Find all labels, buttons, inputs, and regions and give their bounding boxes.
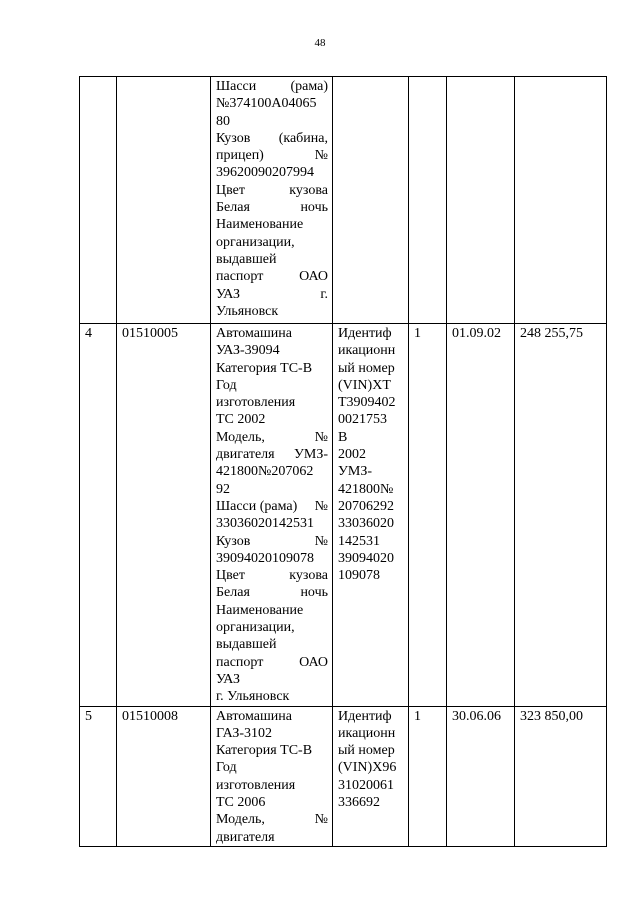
table-row [80, 706, 607, 846]
cell-sum-text: 248 255,75 [520, 326, 583, 341]
description-line [216, 567, 328, 584]
description-word: Белая [216, 585, 250, 601]
cell-date-text: 30.06.06 [452, 708, 501, 724]
description-line: Ульяновск [216, 303, 279, 319]
description-line: организации, [216, 234, 295, 250]
description-line [216, 498, 328, 515]
description-line [216, 268, 328, 285]
asset-registry-table [79, 76, 607, 847]
description-word: № [314, 812, 328, 828]
description-line: 39094020109078 [216, 550, 314, 566]
cell-date [447, 324, 515, 707]
identification-line: икационн [338, 343, 396, 359]
description-line: УАЗ [216, 671, 241, 687]
description-line: УАЗ-39094 [216, 343, 280, 359]
identification-line: 2002 [338, 447, 366, 463]
identification-line: (VIN)X96 [338, 760, 397, 776]
cell-sum-text: 323 850,00 [520, 708, 583, 724]
description-word: Белая [216, 200, 250, 216]
description-word: Кузов [216, 130, 251, 146]
description-line: 39620090207994 [216, 165, 314, 181]
table-row [80, 324, 607, 707]
identification-line: икационн [338, 725, 396, 741]
cell-quantity [409, 706, 447, 846]
description-word: ночь [300, 200, 328, 216]
description-line: двигателя [216, 829, 275, 845]
description-line: выдавшей [216, 251, 277, 267]
description-line: Категория ТС-В [216, 360, 313, 376]
description-line [216, 533, 328, 550]
description-line: организации, [216, 620, 295, 636]
identification-line: 0021753 [338, 412, 387, 428]
identification-line: УМЗ- [338, 464, 373, 480]
description-line: Категория ТС-В [216, 743, 313, 759]
cell-sum [515, 706, 607, 846]
description-line: 33036020142531 [216, 516, 314, 532]
description-line [216, 286, 328, 303]
description-line [216, 811, 328, 828]
description-line: 80 [216, 113, 230, 129]
description-word: кузова [289, 182, 328, 198]
description-line [216, 182, 328, 199]
description-line: выдавшей [216, 637, 277, 653]
description-line [216, 584, 328, 601]
description-word: двигателя [216, 447, 275, 463]
cell-identification [333, 324, 409, 707]
cell-inventory-number [117, 77, 211, 324]
description-word: Шасси (рама) [216, 498, 298, 514]
description-word: (рама) [290, 79, 328, 94]
description-word: № [314, 498, 328, 514]
cell-date [447, 77, 515, 324]
description-line [216, 429, 328, 446]
table-row [80, 77, 607, 324]
cell-sum [515, 77, 607, 324]
cell-quantity [409, 324, 447, 707]
identification-line: Идентиф [338, 708, 392, 724]
description-word: № [314, 533, 328, 549]
cell-date-text: 01.09.02 [452, 326, 501, 341]
cell-inventory-number-text: 01510008 [122, 708, 178, 724]
description-word: Модель, [216, 812, 265, 828]
description-line: 92 [216, 481, 230, 497]
description-word: прицеп) [216, 148, 264, 164]
identification-line: 421800№ [338, 481, 394, 497]
cell-date [447, 706, 515, 846]
cell-number [80, 706, 117, 846]
description-line: ТС 2002 [216, 412, 266, 428]
cell-quantity-text: 1 [414, 326, 421, 341]
description-line [216, 147, 328, 164]
description-line: Наименование [216, 217, 304, 233]
description-word: ночь [300, 585, 328, 601]
description-word: паспорт [216, 654, 264, 670]
identification-line: Идентиф [338, 326, 392, 341]
identification-line: T3909402 [338, 395, 396, 411]
description-word: УАЗ [216, 286, 241, 302]
description-word: г. [320, 286, 328, 302]
cell-description [211, 706, 333, 846]
description-word: УМЗ- [293, 447, 328, 463]
description-word: № [314, 148, 328, 164]
cell-description [211, 324, 333, 707]
description-line: г. Ульяновск [216, 689, 290, 705]
description-line: изготовления [216, 395, 296, 411]
cell-number [80, 324, 117, 707]
identification-line: 33036020 [338, 516, 394, 532]
cell-inventory-number [117, 324, 211, 707]
description-word: паспорт [216, 269, 264, 285]
identification-line: 336692 [338, 795, 380, 811]
description-line [216, 78, 328, 95]
description-line: ТС 2006 [216, 795, 266, 811]
description-line: 421800№207062 [216, 464, 314, 480]
identification-line: ый номер [338, 743, 395, 759]
identification-line: 31020061 [338, 777, 394, 793]
description-line [216, 199, 328, 216]
cell-quantity [409, 77, 447, 324]
cell-number [80, 77, 117, 324]
description-line: Наименование [216, 602, 304, 618]
identification-line: 142531 [338, 533, 380, 549]
description-word: Кузов [216, 533, 251, 549]
identification-line: 20706292 [338, 498, 394, 514]
cell-number-text: 5 [85, 708, 92, 724]
table-body [80, 77, 607, 847]
cell-identification [333, 77, 409, 324]
description-line: ГАЗ-3102 [216, 725, 273, 741]
cell-inventory-number-text: 01510005 [122, 326, 178, 341]
identification-line: ый номер [338, 360, 395, 376]
identification-line: B [338, 429, 348, 445]
description-line: Год [216, 760, 237, 776]
identification-line: (VIN)XT [338, 377, 391, 393]
identification-line: 39094020 [338, 550, 394, 566]
description-line [216, 446, 328, 463]
description-word: Шасси [216, 79, 257, 94]
description-word: ОАО [299, 654, 328, 670]
description-line: Год [216, 377, 237, 393]
identification-line: 109078 [338, 568, 380, 584]
cell-quantity-text: 1 [414, 708, 421, 724]
description-word: кузова [289, 568, 328, 584]
description-word: Модель, [216, 429, 265, 445]
description-line [216, 654, 328, 671]
page-number: 48 [314, 37, 326, 49]
cell-description [211, 77, 333, 324]
cell-sum [515, 324, 607, 707]
cell-number-text: 4 [85, 326, 92, 341]
description-line: №374100А04065 [216, 96, 317, 112]
cell-inventory-number [117, 706, 211, 846]
description-word: № [314, 429, 328, 445]
description-word: ОАО [299, 269, 328, 285]
description-word: Цвет [216, 182, 245, 198]
description-word: Цвет [216, 568, 245, 584]
description-line: Автомашина [216, 708, 292, 724]
cell-identification [333, 706, 409, 846]
description-word: (кабина, [278, 130, 328, 146]
description-line [216, 130, 328, 147]
description-line: изготовления [216, 777, 296, 793]
description-line: Автомашина [216, 326, 292, 341]
